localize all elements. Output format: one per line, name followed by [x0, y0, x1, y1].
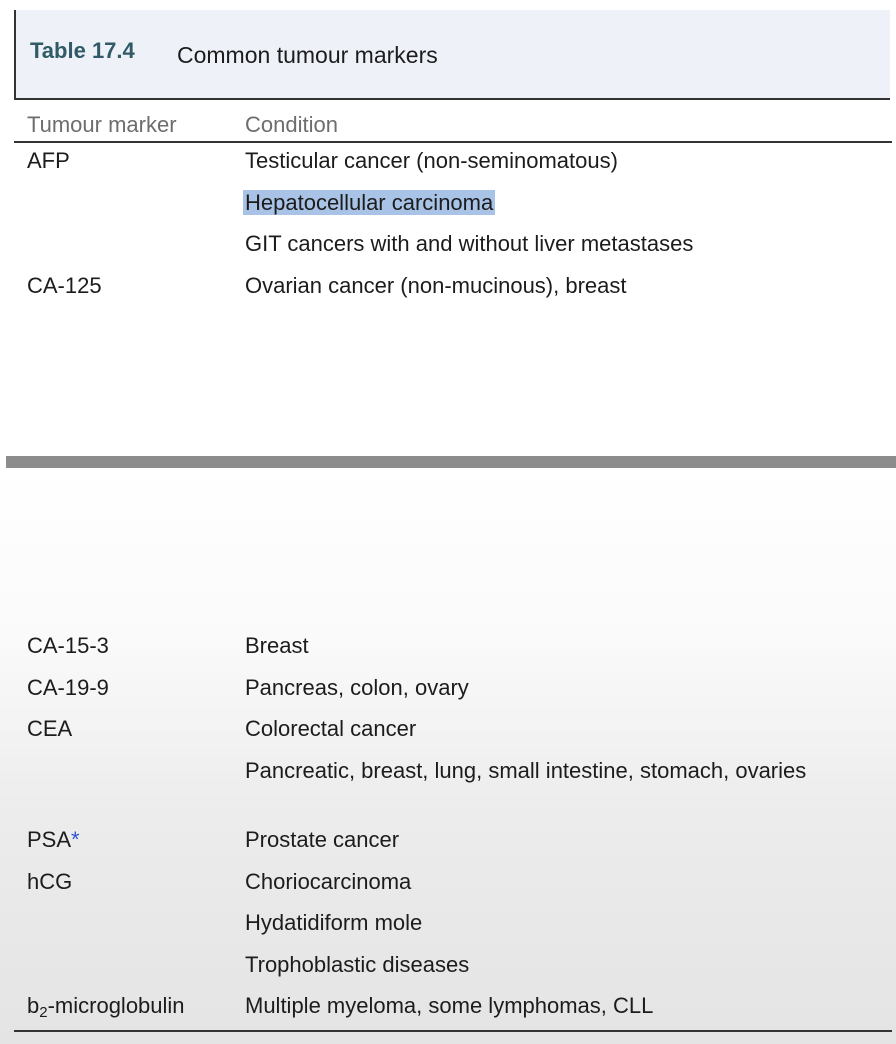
table-top-section [0, 0, 896, 455]
footnote-asterisk: * [71, 827, 80, 852]
row-condition: Colorectal cancer [245, 716, 417, 741]
marker-text-rest: -microglobulin [47, 993, 185, 1018]
row-marker: hCG [27, 869, 73, 894]
row-marker: CA-19-9 [27, 675, 109, 700]
page-divider [6, 456, 896, 468]
row-marker: CEA [27, 716, 73, 741]
table-caption-box [14, 10, 890, 100]
marker-text: PSA [27, 827, 72, 852]
table-title: Common tumour markers [177, 42, 438, 68]
row-condition: Choriocarcinoma [245, 869, 412, 894]
row-condition: Multiple myeloma, some lymphomas, CLL [245, 993, 654, 1018]
row-condition: Prostate cancer [245, 827, 400, 852]
row-condition: Pancreas, colon, ovary [245, 675, 469, 700]
row-condition: Trophoblastic diseases [245, 952, 470, 977]
marker-subscript: 2 [39, 1004, 48, 1021]
row-condition: Testicular cancer (non-seminomatous) [245, 148, 618, 173]
marker-text: b [27, 993, 40, 1018]
row-marker: CA-125 [27, 273, 102, 298]
row-marker [27, 826, 80, 854]
row-condition-highlighted[interactable] [245, 189, 495, 217]
row-condition: Ovarian cancer (non-mucinous), breast [245, 273, 627, 298]
table-number: Table 17.4 [30, 38, 135, 63]
row-condition: GIT cancers with and without liver metastases [245, 231, 694, 256]
row-condition: Breast [245, 633, 309, 658]
row-marker: CA-15-3 [27, 633, 109, 658]
row-condition: Pancreatic, breast, lung, small intestine, stomach, ovaries [245, 758, 807, 783]
row-marker: AFP [27, 148, 70, 173]
text-selection-highlight[interactable]: Hepatocellular carcinoma [245, 190, 494, 215]
column-header-marker: Tumour marker [27, 112, 177, 137]
row-condition: Hydatidiform mole [245, 910, 423, 935]
header-rule [14, 141, 892, 143]
row-marker [27, 992, 185, 1020]
table-bottom-rule [14, 1030, 892, 1032]
column-header-condition: Condition [245, 112, 338, 137]
